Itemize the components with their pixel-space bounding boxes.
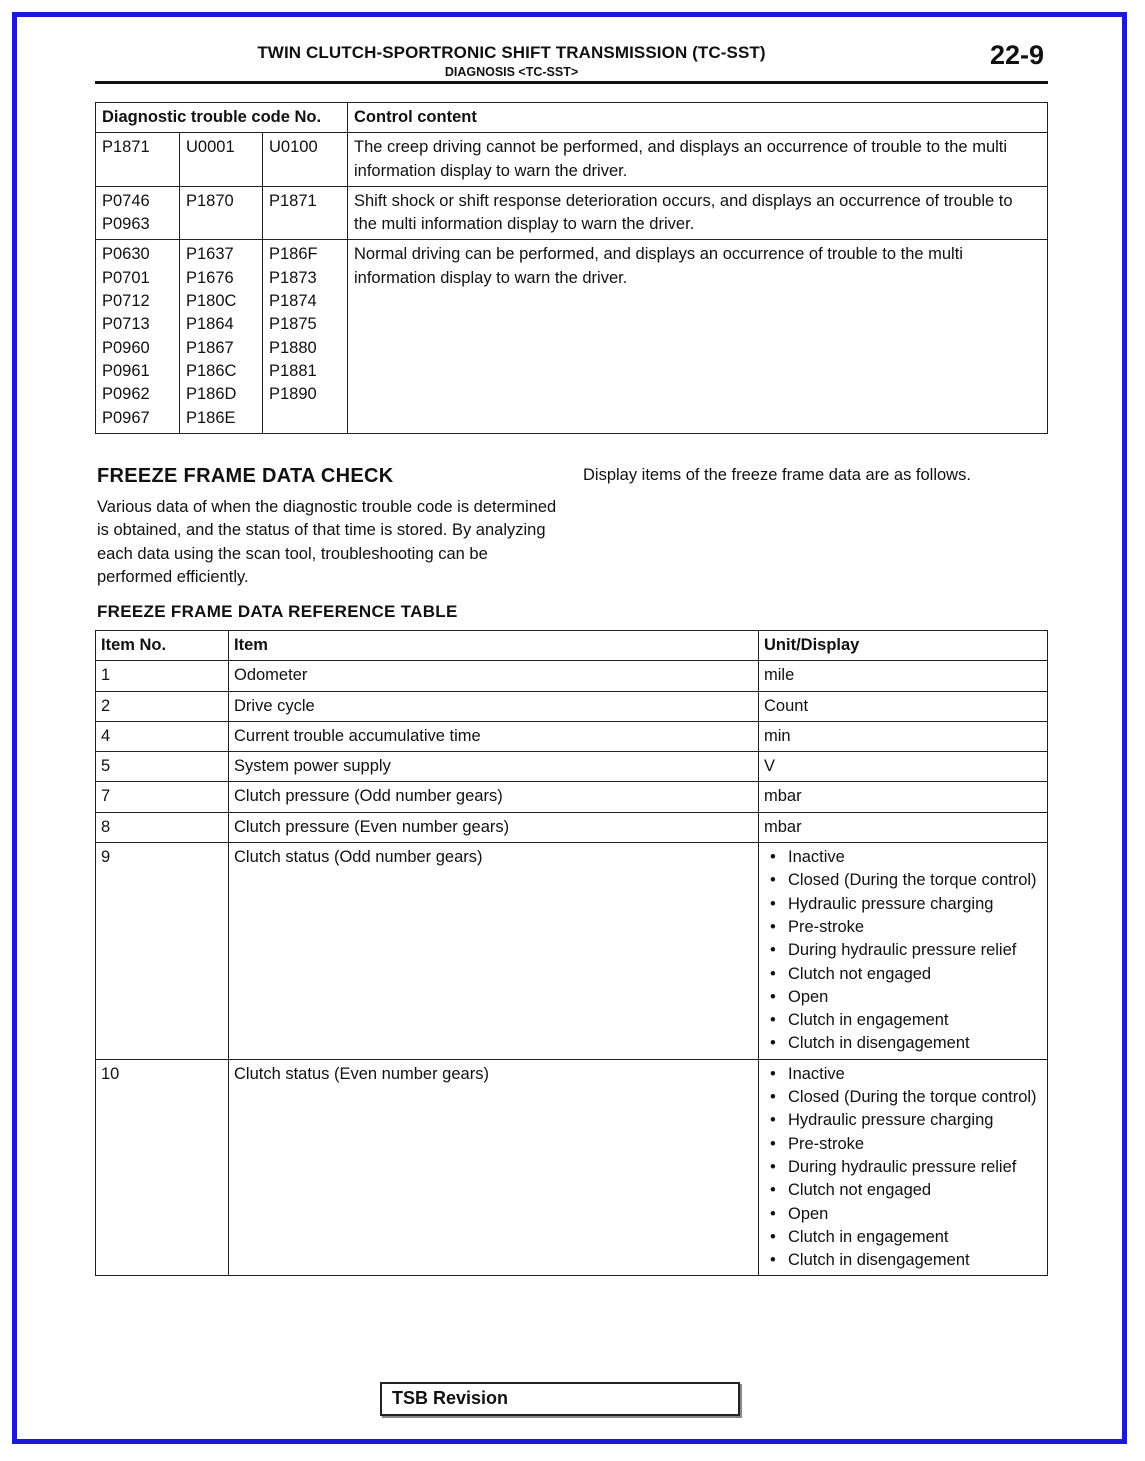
- list-item: • Hydraulic pressure charging: [764, 1109, 1042, 1132]
- dtc-control-content: The creep driving cannot be performed, and displays an occurrence of trouble to the multi information display to warn the driver.: [348, 133, 1048, 187]
- dtc-codes-col3: [263, 186, 348, 240]
- dtc-code: P0746: [102, 191, 150, 210]
- dtc-code: P0712: [102, 292, 150, 311]
- freeze-frame-description: Various data of when the diagnostic trouble code is determined is obtained, and the status of that time is stored. By analyzing each data using the scan tool, troubleshooting can be performed efficiently.: [97, 498, 557, 586]
- list-item: • During hydraulic pressure relief: [764, 939, 1042, 962]
- dtc-code: P0630: [102, 245, 150, 264]
- list-item: • Closed (During the torque control): [764, 1086, 1042, 1109]
- dtc-code: P0962: [102, 385, 150, 404]
- dtc-code: U0100: [269, 138, 318, 157]
- dtc-table: [95, 102, 1048, 434]
- dtc-code: P1875: [269, 315, 317, 334]
- dtc-code: P1871: [102, 138, 150, 157]
- cell-item: Odometer: [229, 661, 759, 691]
- dtc-code: P1890: [269, 385, 317, 404]
- list-item: • Hydraulic pressure charging: [764, 893, 1042, 916]
- list-item: • Clutch in disengagement: [764, 1249, 1042, 1272]
- cell-item: System power supply: [229, 752, 759, 782]
- table-row: [96, 721, 1048, 751]
- dtc-code: P1867: [186, 338, 234, 357]
- reference-table-heading: FREEZE FRAME DATA REFERENCE TABLE: [97, 602, 458, 621]
- cell-unit: mile: [759, 661, 1048, 691]
- cell-unit: [759, 843, 1048, 1060]
- dtc-codes-col3: [263, 240, 348, 433]
- page-header: [95, 40, 1048, 84]
- cell-unit: V: [759, 752, 1048, 782]
- tsb-revision-box: TSB Revision: [380, 1382, 740, 1416]
- dtc-control-content: Normal driving can be performed, and displays an occurrence of trouble to the multi information display to warn the driver.: [348, 240, 1048, 433]
- cell-item: Clutch status (Odd number gears): [229, 843, 759, 1060]
- dtc-codes-col2: [180, 133, 263, 187]
- dtc-code: P180C: [186, 292, 237, 311]
- dtc-code: P1881: [269, 361, 317, 380]
- dtc-code: P0713: [102, 315, 150, 334]
- dtc-code: P1676: [186, 268, 234, 287]
- table-row: [96, 1059, 1048, 1276]
- dtc-code: P186F: [269, 245, 318, 264]
- list-item: • Inactive: [764, 1063, 1042, 1086]
- list-item: • Clutch not engaged: [764, 1179, 1042, 1202]
- cell-item: Clutch pressure (Even number gears): [229, 812, 759, 842]
- dtc-codes-col2: [180, 186, 263, 240]
- cell-item: Current trouble accumulative time: [229, 721, 759, 751]
- status-value-list: [764, 1063, 1042, 1273]
- dtc-code: P186E: [186, 408, 236, 427]
- cell-no: 5: [96, 752, 229, 782]
- list-item: • Inactive: [764, 846, 1042, 869]
- dtc-code: P186D: [186, 385, 237, 404]
- dtc-code: P186C: [186, 361, 237, 380]
- cell-item: Drive cycle: [229, 691, 759, 721]
- freeze-frame-heading: FREEZE FRAME DATA CHECK: [97, 465, 394, 487]
- dtc-code-header: Diagnostic trouble code No.: [96, 103, 348, 133]
- freeze-frame-reference-table: [95, 630, 1048, 1276]
- header-subtitle: DIAGNOSIS <TC-SST>: [444, 65, 579, 79]
- list-item: • During hydraulic pressure relief: [764, 1156, 1042, 1179]
- cell-no: 9: [96, 843, 229, 1060]
- dtc-header-row: [96, 103, 1048, 133]
- dtc-codes-col2: [180, 240, 263, 433]
- dtc-codes-col1: [96, 186, 180, 240]
- dtc-row: [96, 186, 1048, 240]
- dtc-code: P1880: [269, 338, 317, 357]
- status-value-list: [764, 846, 1042, 1056]
- cell-no: 4: [96, 721, 229, 751]
- dtc-code: P1870: [186, 191, 234, 210]
- table-row: [96, 691, 1048, 721]
- list-item: • Open: [764, 986, 1042, 1009]
- table-row: [96, 812, 1048, 842]
- dtc-code: P1874: [269, 292, 317, 311]
- dtc-codes-col3: [263, 133, 348, 187]
- dtc-code: P0701: [102, 268, 150, 287]
- unit-header: Unit/Display: [759, 631, 1048, 661]
- cell-unit: min: [759, 721, 1048, 751]
- table-row: [96, 843, 1048, 1060]
- freeze-frame-display-note: Display items of the freeze frame data are as follows.: [583, 466, 971, 484]
- dtc-row: [96, 133, 1048, 187]
- dtc-content-header: Control content: [348, 103, 1048, 133]
- cell-unit: [759, 1059, 1048, 1276]
- cell-no: 1: [96, 661, 229, 691]
- header-title: TWIN CLUTCH-SPORTRONIC SHIFT TRANSMISSION (TC-SST): [257, 43, 766, 62]
- dtc-code: P1873: [269, 268, 317, 287]
- table-row: [96, 752, 1048, 782]
- cell-unit: mbar: [759, 782, 1048, 812]
- cell-item: Clutch status (Even number gears): [229, 1059, 759, 1276]
- dtc-control-content: Shift shock or shift response deterioration occurs, and displays an occurrence of trouble to the multi information display to warn the driver.: [348, 186, 1048, 240]
- header-rule: [95, 81, 1048, 84]
- dtc-codes-col1: [96, 240, 180, 433]
- list-item: • Closed (During the torque control): [764, 869, 1042, 892]
- dtc-code: P1864: [186, 315, 234, 334]
- cell-item: Clutch pressure (Odd number gears): [229, 782, 759, 812]
- dtc-code: P0961: [102, 361, 150, 380]
- cell-no: 8: [96, 812, 229, 842]
- dtc-code: U0001: [186, 138, 235, 157]
- cell-unit: mbar: [759, 812, 1048, 842]
- reference-table-body: [96, 661, 1048, 1276]
- cell-unit: Count: [759, 691, 1048, 721]
- list-item: • Clutch in disengagement: [764, 1032, 1042, 1055]
- list-item: • Pre-stroke: [764, 916, 1042, 939]
- reference-header-row: [96, 631, 1048, 661]
- item-header: Item: [229, 631, 759, 661]
- table-row: [96, 782, 1048, 812]
- list-item: • Open: [764, 1203, 1042, 1226]
- list-item: • Clutch in engagement: [764, 1009, 1042, 1032]
- dtc-code: P1871: [269, 191, 317, 210]
- dtc-codes-col1: [96, 133, 180, 187]
- dtc-row: [96, 240, 1048, 433]
- list-item: • Pre-stroke: [764, 1133, 1042, 1156]
- item-no-header: Item No.: [96, 631, 229, 661]
- cell-no: 10: [96, 1059, 229, 1276]
- dtc-code: P0963: [102, 215, 150, 234]
- list-item: • Clutch not engaged: [764, 963, 1042, 986]
- dtc-code: P0967: [102, 408, 150, 427]
- list-item: • Clutch in engagement: [764, 1226, 1042, 1249]
- dtc-code: P0960: [102, 338, 150, 357]
- page-number: 22-9: [989, 40, 1044, 70]
- cell-no: 7: [96, 782, 229, 812]
- cell-no: 2: [96, 691, 229, 721]
- dtc-code: P1637: [186, 245, 234, 264]
- table-row: [96, 661, 1048, 691]
